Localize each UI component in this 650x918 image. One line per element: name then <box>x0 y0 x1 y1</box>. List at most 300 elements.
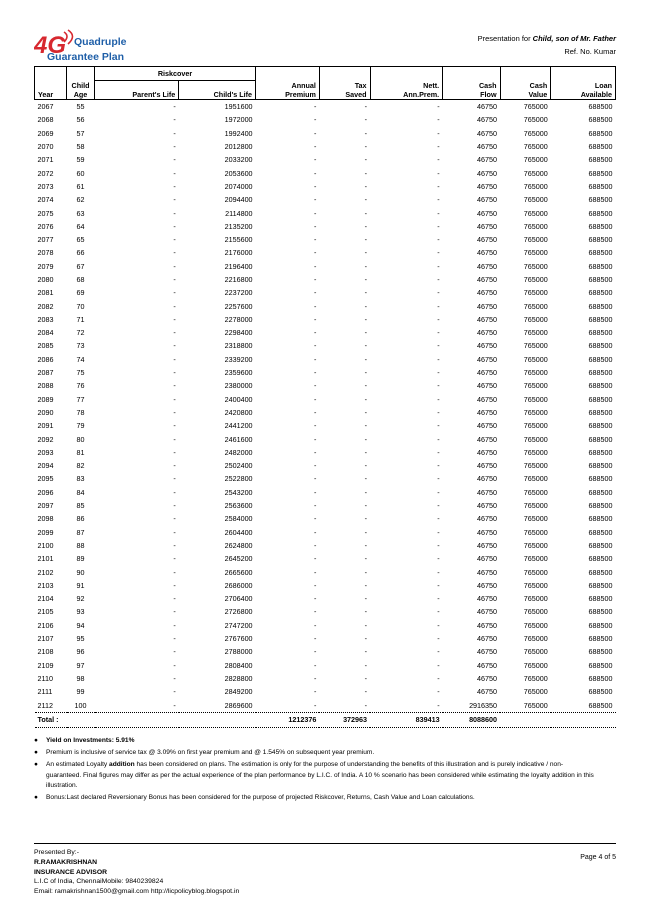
cell-child-age: 75 <box>76 368 85 378</box>
cell-nett-ann-prem: - <box>437 461 440 471</box>
cell-cash-value: 765000 <box>523 155 548 165</box>
cell-loan-available: 688500 <box>588 487 613 497</box>
bullet-icon: ● <box>34 761 38 769</box>
cell-nett-ann-prem: - <box>437 607 440 617</box>
cell-cash-flow: 46750 <box>477 235 498 245</box>
table-row <box>35 366 616 379</box>
cell-child-age: 87 <box>76 527 85 537</box>
cell-parents-life: - <box>173 540 176 550</box>
cell-child-age: 89 <box>76 554 85 564</box>
cell-year: 2095 <box>37 474 54 484</box>
cell-child-age: 73 <box>76 341 85 351</box>
cell-childs-life: 2176000 <box>224 248 253 258</box>
cell-cash-value: 765000 <box>523 328 548 338</box>
cell-tax-saved: - <box>364 527 368 537</box>
cell-tax-saved: - <box>364 634 368 644</box>
cell-loan-available: 688500 <box>588 447 613 457</box>
cell-tax-saved: - <box>364 501 368 511</box>
cell-loan-available: 688500 <box>588 208 613 218</box>
cell-nett-ann-prem: - <box>437 275 440 284</box>
table-row <box>35 406 616 419</box>
cell-cash-flow: 46750 <box>477 288 498 298</box>
presenter-name: R.RAMAKRISHNAN <box>34 858 98 866</box>
cell-year: 2104 <box>37 594 54 604</box>
cell-year: 2079 <box>37 261 54 271</box>
cell-parents-life: - <box>173 687 176 697</box>
cell-tax-saved: - <box>364 407 368 417</box>
table-row <box>35 127 616 140</box>
cell-parents-life: - <box>173 501 176 511</box>
cell-loan-available: 688500 <box>588 314 613 324</box>
cell-cash-value: 765000 <box>523 275 548 284</box>
cell-cash-value: 765000 <box>523 341 548 351</box>
cell-cash-value: 765000 <box>523 314 548 324</box>
cell-cash-flow: 46750 <box>477 647 498 657</box>
cell-annual-premium: - <box>313 288 317 298</box>
cell-cash-value: 765000 <box>523 567 548 577</box>
cell-cash-value: 765000 <box>523 421 548 431</box>
cell-nett-ann-prem: - <box>437 421 440 431</box>
cell-year: 2088 <box>37 381 54 391</box>
cell-annual-premium: - <box>313 501 317 511</box>
cell-parents-life: - <box>173 567 176 577</box>
cell-tax-saved: - <box>364 607 368 617</box>
table-row <box>35 419 616 432</box>
cell-year: 2086 <box>37 354 54 364</box>
cell-childs-life: 2563600 <box>224 501 253 511</box>
cell-parents-life: - <box>173 434 176 444</box>
cell-child-age: 71 <box>76 314 85 324</box>
cell-cash-flow: 46750 <box>477 634 498 644</box>
cell-parents-life: - <box>173 394 176 404</box>
cell-childs-life: 2482000 <box>224 447 253 457</box>
cell-nett-ann-prem: - <box>437 115 440 125</box>
cell-cash-value: 765000 <box>523 527 548 537</box>
cell-year: 2076 <box>37 221 54 231</box>
cell-child-age: 96 <box>76 647 85 657</box>
cell-parents-life: - <box>173 155 176 165</box>
presenter-contact: Email: ramakrishnan1500@gmail.com http://licpolicyblog.blogspot.in <box>34 888 240 896</box>
cell-child-age: 59 <box>76 155 85 165</box>
cell-cash-value: 765000 <box>523 447 548 457</box>
cell-loan-available: 688500 <box>588 102 613 112</box>
cell-tax-saved: - <box>364 474 368 484</box>
cell-parents-life: - <box>173 341 176 351</box>
cell-cash-value: 765000 <box>523 181 548 191</box>
cell-cash-flow: 46750 <box>477 102 498 112</box>
cell-cash-value: 765000 <box>523 540 548 550</box>
cell-cash-flow: 46750 <box>477 673 498 683</box>
cell-childs-life: 2604400 <box>224 527 253 537</box>
cell-tax-saved: - <box>364 447 368 457</box>
cell-loan-available: 688500 <box>588 514 613 524</box>
cell-tax-saved: - <box>364 461 368 471</box>
page-number: Page 4 of 5 <box>580 854 616 861</box>
cell-annual-premium: - <box>313 368 317 378</box>
cell-year: 2100 <box>37 540 54 550</box>
cell-annual-premium: - <box>313 607 317 617</box>
cell-nett-ann-prem: - <box>437 567 440 577</box>
cell-annual-premium: - <box>313 261 317 271</box>
cell-child-age: 94 <box>76 620 85 630</box>
cell-nett-ann-prem: - <box>437 208 440 218</box>
cell-tax-saved: - <box>364 434 368 444</box>
cell-parents-life: - <box>173 580 176 590</box>
cell-cash-flow: 46750 <box>477 142 498 152</box>
presenter-org: L.I.C of India, ChennaiMobile: 9840239824 <box>34 878 164 886</box>
cell-child-age: 68 <box>76 275 85 284</box>
cell-cash-flow: 46750 <box>477 128 498 138</box>
cell-cash-value: 765000 <box>523 381 548 391</box>
cell-year: 2096 <box>37 487 54 497</box>
cell-year: 2073 <box>37 181 54 191</box>
table-row <box>35 353 616 366</box>
cell-annual-premium: - <box>313 461 317 471</box>
cell-tax-saved: - <box>364 594 368 604</box>
cell-tax-saved: - <box>364 102 368 112</box>
cell-loan-available: 688500 <box>588 142 613 152</box>
cell-year: 2102 <box>37 567 54 577</box>
cell-nett-ann-prem: - <box>437 700 440 710</box>
cell-parents-life: - <box>173 368 176 378</box>
cell-childs-life: 2155600 <box>224 235 253 245</box>
cell-cash-flow: 2916350 <box>469 700 498 710</box>
cell-childs-life: 2318800 <box>224 341 253 351</box>
cell-cash-flow: 46750 <box>477 447 498 457</box>
cell-childs-life: 2584000 <box>224 514 253 524</box>
cell-child-age: 92 <box>76 594 85 604</box>
cell-loan-available: 688500 <box>588 687 613 697</box>
cell-cash-value: 765000 <box>523 168 548 178</box>
cell-year: 2101 <box>37 554 54 564</box>
cell-tax-saved: - <box>364 647 368 657</box>
cell-cash-value: 765000 <box>523 221 548 231</box>
cell-childs-life: 2788000 <box>224 647 253 657</box>
cell-cash-value: 765000 <box>523 594 548 604</box>
cell-year: 2089 <box>37 394 54 404</box>
presented-by-label: Presented By:- <box>34 849 79 856</box>
cell-nett-ann-prem: - <box>437 620 440 630</box>
cell-cash-flow: 46750 <box>477 421 498 431</box>
cell-nett-ann-prem: - <box>437 261 440 271</box>
cell-year: 2077 <box>37 235 54 245</box>
cell-year: 2107 <box>37 634 54 644</box>
cell-year: 2090 <box>37 407 54 417</box>
cell-child-age: 99 <box>76 687 85 697</box>
table-row <box>35 512 616 525</box>
cell-loan-available: 688500 <box>588 607 613 617</box>
table-row <box>35 672 616 685</box>
table-row <box>35 605 616 618</box>
cell-loan-available: 688500 <box>588 221 613 231</box>
cell-tax-saved: - <box>364 620 368 630</box>
cell-annual-premium: - <box>313 634 317 644</box>
cell-child-age: 98 <box>76 673 85 683</box>
cell-cash-flow: 46750 <box>477 381 498 391</box>
col-loan-available: Loan Available <box>551 67 616 100</box>
cell-tax-saved: - <box>364 341 368 351</box>
cell-annual-premium: - <box>313 514 317 524</box>
table-row <box>35 180 616 193</box>
cell-cash-flow: 46750 <box>477 607 498 617</box>
cell-cash-flow: 46750 <box>477 168 498 178</box>
table-row <box>35 100 616 114</box>
table-row <box>35 193 616 206</box>
table-row <box>35 326 616 339</box>
cell-nett-ann-prem: - <box>437 221 440 231</box>
cell-child-age: 100 <box>74 700 87 710</box>
cell-cash-value: 765000 <box>523 434 548 444</box>
cell-cash-flow: 46750 <box>477 341 498 351</box>
cell-loan-available: 688500 <box>588 700 613 710</box>
cell-year: 2075 <box>37 208 54 218</box>
cell-childs-life: 1992400 <box>224 128 253 138</box>
cell-child-age: 84 <box>76 487 85 497</box>
cell-cash-value: 765000 <box>523 647 548 657</box>
cell-cash-value: 765000 <box>523 394 548 404</box>
cell-cash-flow: 46750 <box>477 501 498 511</box>
cell-cash-flow: 46750 <box>477 620 498 630</box>
cell-cash-flow: 46750 <box>477 594 498 604</box>
table-row <box>35 632 616 645</box>
cell-cash-flow: 46750 <box>477 407 498 417</box>
cell-child-age: 91 <box>76 580 85 590</box>
cell-child-age: 78 <box>76 407 85 417</box>
cell-tax-saved: - <box>364 567 368 577</box>
cell-year: 2080 <box>37 275 54 284</box>
cell-annual-premium: - <box>313 301 317 311</box>
cell-cash-value: 765000 <box>523 620 548 630</box>
cell-loan-available: 688500 <box>588 248 613 258</box>
cell-cash-value: 765000 <box>523 634 548 644</box>
cell-cash-value: 765000 <box>523 102 548 112</box>
cell-parents-life: - <box>173 514 176 524</box>
cell-child-age: 80 <box>76 434 85 444</box>
cell-year: 2087 <box>37 368 54 378</box>
cell-cash-flow: 46750 <box>477 540 498 550</box>
cell-childs-life: 2543200 <box>224 487 253 497</box>
cell-child-age: 74 <box>76 354 85 364</box>
cell-childs-life: 2278000 <box>224 314 253 324</box>
cell-parents-life: - <box>173 647 176 657</box>
cell-tax-saved: - <box>364 381 368 391</box>
cell-childs-life: 2012800 <box>224 142 253 152</box>
cell-year: 2082 <box>37 301 54 311</box>
table-row <box>35 698 616 712</box>
table-row <box>35 432 616 445</box>
col-cash-flow: Cash Flow <box>443 67 500 100</box>
cell-tax-saved: - <box>364 155 368 165</box>
cell-cash-flow: 46750 <box>477 474 498 484</box>
cell-childs-life: 2033200 <box>224 155 253 165</box>
cell-child-age: 70 <box>76 301 85 311</box>
notes <box>34 736 594 805</box>
cell-tax-saved: - <box>364 115 368 125</box>
cell-annual-premium: - <box>313 155 317 165</box>
cell-cash-value: 765000 <box>523 607 548 617</box>
cell-cash-value: 765000 <box>523 461 548 471</box>
cell-cash-value: 765000 <box>523 687 548 697</box>
cell-year: 2094 <box>37 461 54 471</box>
cell-cash-flow: 46750 <box>477 181 498 191</box>
cell-loan-available: 688500 <box>588 328 613 338</box>
cell-tax-saved: - <box>364 248 368 258</box>
cell-cash-flow: 46750 <box>477 354 498 364</box>
cell-parents-life: - <box>173 660 176 670</box>
col-parents-life: Parent's Life <box>95 81 179 100</box>
cell-cash-flow: 46750 <box>477 261 498 271</box>
cell-parents-life: - <box>173 594 176 604</box>
cell-parents-life: - <box>173 700 176 710</box>
cell-child-age: 90 <box>76 567 85 577</box>
cell-annual-premium: - <box>313 434 317 444</box>
cell-childs-life: 2461600 <box>224 434 253 444</box>
cell-parents-life: - <box>173 261 176 271</box>
cell-loan-available: 688500 <box>588 620 613 630</box>
cell-tax-saved: - <box>364 168 368 178</box>
cell-childs-life: 2257600 <box>224 301 253 311</box>
cell-childs-life: 2686000 <box>224 580 253 590</box>
cell-loan-available: 688500 <box>588 115 613 125</box>
cell-childs-life: 2053600 <box>224 168 253 178</box>
cell-tax-saved: - <box>364 421 368 431</box>
cell-year: 2085 <box>37 341 54 351</box>
table-row <box>35 273 616 286</box>
table-row <box>35 619 616 632</box>
cell-tax-saved: - <box>364 261 368 271</box>
cell-cash-flow: 46750 <box>477 221 498 231</box>
cell-childs-life: 2135200 <box>224 221 253 231</box>
cell-annual-premium: - <box>313 195 317 205</box>
cell-childs-life: 2747200 <box>224 620 253 630</box>
table-row <box>35 113 616 126</box>
cell-year: 2068 <box>37 115 54 125</box>
cell-nett-ann-prem: - <box>437 168 440 178</box>
cell-loan-available: 688500 <box>588 288 613 298</box>
cell-tax-saved: - <box>364 687 368 697</box>
cell-annual-premium: - <box>313 580 317 590</box>
col-year: Year <box>35 67 67 100</box>
bullet-icon: ● <box>34 794 38 802</box>
cell-parents-life: - <box>173 115 176 125</box>
cell-nett-ann-prem: - <box>437 407 440 417</box>
cell-year: 2069 <box>37 128 54 138</box>
cell-loan-available: 688500 <box>588 181 613 191</box>
cell-parents-life: - <box>173 607 176 617</box>
cell-year: 2092 <box>37 434 54 444</box>
cell-annual-premium: - <box>313 208 317 218</box>
cell-year: 2084 <box>37 328 54 338</box>
cell-tax-saved: - <box>364 354 368 364</box>
cell-loan-available: 688500 <box>588 407 613 417</box>
cell-nett-ann-prem: - <box>437 540 440 550</box>
cell-annual-premium: - <box>313 128 317 138</box>
cell-year: 2071 <box>37 155 54 165</box>
col-cash-value: Cash Value <box>500 67 551 100</box>
cell-cash-flow: 46750 <box>477 394 498 404</box>
cell-nett-ann-prem: - <box>437 634 440 644</box>
cell-cash-flow: 46750 <box>477 115 498 125</box>
cell-nett-ann-prem: - <box>437 248 440 258</box>
table-row <box>35 379 616 392</box>
cell-cash-flow: 46750 <box>477 580 498 590</box>
cell-child-age: 95 <box>76 634 85 644</box>
cell-parents-life: - <box>173 314 176 324</box>
cell-child-age: 58 <box>76 142 85 152</box>
cell-cash-value: 765000 <box>523 673 548 683</box>
cell-child-age: 77 <box>76 394 85 404</box>
cell-nett-ann-prem: - <box>437 288 440 298</box>
cell-parents-life: - <box>173 421 176 431</box>
cell-child-age: 86 <box>76 514 85 524</box>
cell-annual-premium: - <box>313 354 317 364</box>
cell-child-age: 93 <box>76 607 85 617</box>
cell-parents-life: - <box>173 328 176 338</box>
cell-cash-flow: 46750 <box>477 195 498 205</box>
cell-annual-premium: - <box>313 421 317 431</box>
table-row <box>35 313 616 326</box>
cell-cash-flow: 46750 <box>477 248 498 258</box>
cell-cash-flow: 46750 <box>477 434 498 444</box>
cell-loan-available: 688500 <box>588 540 613 550</box>
cell-nett-ann-prem: - <box>437 381 440 391</box>
cell-childs-life: 2298400 <box>224 328 253 338</box>
cell-cash-flow: 46750 <box>477 208 498 218</box>
cell-tax-saved: - <box>364 580 368 590</box>
cell-child-age: 56 <box>76 115 85 125</box>
logo-line1: Quadruple <box>74 36 127 48</box>
cell-tax-saved: - <box>364 288 368 298</box>
cell-loan-available: 688500 <box>588 421 613 431</box>
cell-year: 2097 <box>37 501 54 511</box>
cell-loan-available: 688500 <box>588 474 613 484</box>
table-row <box>35 499 616 512</box>
cell-nett-ann-prem: - <box>437 527 440 537</box>
cell-loan-available: 688500 <box>588 155 613 165</box>
cell-loan-available: 688500 <box>588 501 613 511</box>
cell-year: 2074 <box>37 195 54 205</box>
cell-tax-saved: - <box>364 394 368 404</box>
cell-loan-available: 688500 <box>588 461 613 471</box>
cell-tax-saved: - <box>364 487 368 497</box>
cell-cash-flow: 46750 <box>477 567 498 577</box>
cell-child-age: 62 <box>76 195 85 205</box>
cell-annual-premium: - <box>313 554 317 564</box>
cell-loan-available: 688500 <box>588 368 613 378</box>
cell-child-age: 83 <box>76 474 85 484</box>
cell-parents-life: - <box>173 208 176 218</box>
cell-childs-life: 2114800 <box>225 208 253 218</box>
cell-childs-life: 2400400 <box>224 394 253 404</box>
cell-childs-life: 2869600 <box>224 700 253 710</box>
cell-loan-available: 688500 <box>588 128 613 138</box>
reference-number: Ref. No. Kumar <box>564 47 616 56</box>
cell-child-age: 60 <box>76 168 85 178</box>
cell-nett-ann-prem: - <box>437 142 440 152</box>
cell-cash-flow: 46750 <box>477 155 498 165</box>
total-nett-ann-prem: 839413 <box>370 712 443 727</box>
cell-tax-saved: - <box>364 275 368 284</box>
cell-parents-life: - <box>173 195 176 205</box>
cell-tax-saved: - <box>364 554 368 564</box>
cell-childs-life: 2808400 <box>224 660 253 670</box>
cell-childs-life: 2359600 <box>224 368 253 378</box>
table-row <box>35 153 616 166</box>
cell-annual-premium: - <box>313 447 317 457</box>
cell-loan-available: 688500 <box>588 341 613 351</box>
cell-cash-value: 765000 <box>523 514 548 524</box>
cell-childs-life: 2665600 <box>224 567 253 577</box>
